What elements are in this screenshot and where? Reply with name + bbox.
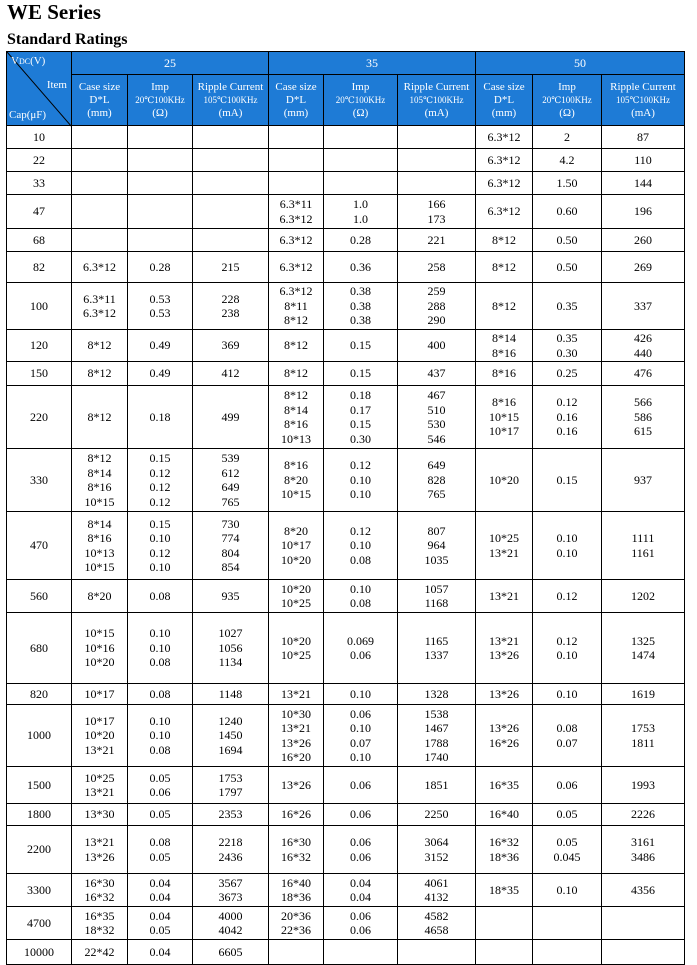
ripple-cell: 1753 1811	[602, 705, 685, 767]
imp-cell: 0.069 0.06	[324, 613, 398, 684]
table-row	[7, 512, 685, 580]
ripple-cell: 437	[398, 362, 476, 386]
case-size-cell: 16*35	[476, 767, 533, 804]
case-size-cell: 13*26	[269, 767, 324, 804]
ripple-header: Ripple Current 105℃100KHz (mA)	[193, 75, 269, 126]
ripple-cell: 499	[193, 386, 269, 449]
case-size-cell	[476, 940, 533, 965]
imp-cell: 0.10	[533, 874, 602, 907]
case-size-cell: 10*25 13*21	[72, 767, 128, 804]
imp-cell: 0.06 0.06	[324, 907, 398, 940]
imp-cell: 0.05 0.045	[533, 826, 602, 874]
ripple-cell: 649 828 765	[398, 449, 476, 512]
ripple-cell: 2218 2436	[193, 826, 269, 874]
cap-label: Cap(μF)	[9, 108, 47, 121]
cap-cell: 3300	[7, 874, 72, 907]
table-row	[7, 283, 685, 330]
ripple-cell: 1165 1337	[398, 613, 476, 684]
ripple-cell	[193, 126, 269, 149]
imp-cell: 0.15 0.10 0.12 0.10	[128, 512, 193, 580]
cap-cell: 10	[7, 126, 72, 149]
cap-cell: 82	[7, 252, 72, 283]
cap-cell: 470	[7, 512, 72, 580]
ripple-cell	[193, 229, 269, 252]
ripple-cell	[602, 907, 685, 940]
ripple-cell: 937	[602, 449, 685, 512]
case-size-cell	[269, 172, 324, 195]
ripple-cell: 730 774 804 854	[193, 512, 269, 580]
case-size-cell: 8*12	[72, 386, 128, 449]
case-size-cell: 8*12	[72, 330, 128, 362]
imp-cell: 0.08	[128, 684, 193, 705]
ripple-cell: 539 612 649 765	[193, 449, 269, 512]
imp-cell: 0.12 0.16 0.16	[533, 386, 602, 449]
ripple-cell	[193, 149, 269, 172]
imp-cell	[128, 229, 193, 252]
cap-cell: 22	[7, 149, 72, 172]
cap-cell: 150	[7, 362, 72, 386]
case-size-cell: 8*12 8*14 8*16 10*15	[72, 449, 128, 512]
case-size-cell: 16*26	[269, 804, 324, 826]
imp-cell: 0.18 0.17 0.15 0.30	[324, 386, 398, 449]
imp-cell: 0.05	[128, 804, 193, 826]
ripple-cell: 2250	[398, 804, 476, 826]
imp-cell: 0.60	[533, 195, 602, 229]
cap-cell: 1000	[7, 705, 72, 767]
imp-cell: 0.12 0.10 0.10	[324, 449, 398, 512]
case-size-cell	[72, 126, 128, 149]
case-size-cell: 8*16	[476, 362, 533, 386]
ripple-cell: 4582 4658	[398, 907, 476, 940]
cap-cell: 330	[7, 449, 72, 512]
cap-cell: 47	[7, 195, 72, 229]
imp-cell: 0.15	[324, 362, 398, 386]
ripple-cell: 467 510 530 546	[398, 386, 476, 449]
item-label: Item	[46, 79, 67, 91]
case-size-cell	[269, 149, 324, 172]
ripple-cell: 228 238	[193, 283, 269, 330]
case-size-cell: 10*25 13*21	[476, 512, 533, 580]
table-row	[7, 386, 685, 449]
imp-cell: 0.28	[128, 252, 193, 283]
case-size-cell: 8*12	[476, 252, 533, 283]
imp-cell	[324, 126, 398, 149]
ripple-cell	[398, 172, 476, 195]
page-title: WE Series	[7, 0, 101, 24]
imp-header: Imp 20℃100KHz (Ω)	[533, 75, 602, 126]
ripple-cell: 259 288 290	[398, 283, 476, 330]
case-size-cell: 10*20	[476, 449, 533, 512]
table-row	[7, 362, 685, 386]
imp-cell: 0.35 0.30	[533, 330, 602, 362]
imp-cell: 0.10 0.10 0.08	[128, 705, 193, 767]
cap-cell: 560	[7, 580, 72, 613]
imp-cell: 1.50	[533, 172, 602, 195]
case-size-cell: 8*16 10*15 10*17	[476, 386, 533, 449]
ripple-cell: 369	[193, 330, 269, 362]
cap-cell: 820	[7, 684, 72, 705]
ripple-cell: 1111 1161	[602, 512, 685, 580]
imp-cell: 0.08 0.05	[128, 826, 193, 874]
imp-cell: 0.12 0.10	[533, 613, 602, 684]
case-size-cell: 6.3*12 8*11 8*12	[269, 283, 324, 330]
case-size-cell: 16*32 18*36	[476, 826, 533, 874]
imp-cell: 0.08 0.07	[533, 705, 602, 767]
table-row	[7, 907, 685, 940]
ripple-cell: 258	[398, 252, 476, 283]
ripple-cell: 426 440	[602, 330, 685, 362]
ripple-cell: 166 173	[398, 195, 476, 229]
ripple-cell: 4000 4042	[193, 907, 269, 940]
imp-cell: 0.06 0.10 0.07 0.10	[324, 705, 398, 767]
ripple-cell: 260	[602, 229, 685, 252]
case-size-cell: 10*17	[72, 684, 128, 705]
cap-cell: 33	[7, 172, 72, 195]
ripple-cell	[193, 195, 269, 229]
ripple-cell: 807 964 1035	[398, 512, 476, 580]
imp-cell: 0.50	[533, 252, 602, 283]
cap-cell: 2200	[7, 826, 72, 874]
case-size-cell	[72, 172, 128, 195]
ripple-cell: 1148	[193, 684, 269, 705]
imp-cell: 0.04 0.04	[324, 874, 398, 907]
table-row	[7, 252, 685, 283]
ripple-cell: 1240 1450 1694	[193, 705, 269, 767]
table-row	[7, 580, 685, 613]
imp-cell	[128, 126, 193, 149]
ripple-cell: 6605	[193, 940, 269, 965]
imp-cell	[533, 907, 602, 940]
case-size-cell: 10*20 10*25	[269, 613, 324, 684]
case-size-cell: 13*21 13*26	[72, 826, 128, 874]
case-size-cell	[72, 229, 128, 252]
ripple-cell: 144	[602, 172, 685, 195]
imp-cell: 0.53 0.53	[128, 283, 193, 330]
ripple-cell: 1328	[398, 684, 476, 705]
imp-cell: 0.04 0.05	[128, 907, 193, 940]
ripple-cell	[193, 172, 269, 195]
table-row	[7, 126, 685, 149]
imp-cell: 1.0 1.0	[324, 195, 398, 229]
imp-cell: 0.12 0.10 0.08	[324, 512, 398, 580]
case-size-cell: 20*36 22*36	[269, 907, 324, 940]
case-size-cell: 6.3*12	[476, 149, 533, 172]
vdc-label: VDC(V)	[11, 55, 46, 67]
ratings-table	[6, 51, 685, 965]
case-size-cell: 6.3*12	[476, 195, 533, 229]
cap-cell: 1800	[7, 804, 72, 826]
case-size-cell: 6.3*12	[269, 252, 324, 283]
case-size-cell: 8*12	[476, 283, 533, 330]
table-row	[7, 195, 685, 229]
case-size-cell: 13*26	[476, 684, 533, 705]
cap-cell: 10000	[7, 940, 72, 965]
imp-cell: 0.18	[128, 386, 193, 449]
imp-cell: 0.28	[324, 229, 398, 252]
ripple-cell: 4356	[602, 874, 685, 907]
imp-cell: 2	[533, 126, 602, 149]
case-size-cell: 6.3*12	[269, 229, 324, 252]
case-size-cell: 6.3*12	[476, 172, 533, 195]
imp-cell	[324, 172, 398, 195]
imp-cell: 0.04	[128, 940, 193, 965]
case-size-cell: 16*40	[476, 804, 533, 826]
case-size-cell: 10*30 13*21 13*26 16*20	[269, 705, 324, 767]
imp-cell: 0.36	[324, 252, 398, 283]
imp-cell: 0.15	[324, 330, 398, 362]
ripple-cell: 1619	[602, 684, 685, 705]
case-size-cell	[72, 149, 128, 172]
case-size-cell: 10*17 10*20 13*21	[72, 705, 128, 767]
ripple-cell: 1993	[602, 767, 685, 804]
imp-cell: 0.10 0.08	[324, 580, 398, 613]
case-size-cell: 8*14 8*16	[476, 330, 533, 362]
imp-cell: 0.08	[128, 580, 193, 613]
ripple-cell: 4061 4132	[398, 874, 476, 907]
table-row	[7, 940, 685, 965]
voltage-header-50: 50	[476, 52, 685, 75]
ripple-cell: 337	[602, 283, 685, 330]
case-size-cell: 8*20	[72, 580, 128, 613]
imp-cell: 0.50	[533, 229, 602, 252]
case-size-cell: 8*12	[269, 362, 324, 386]
case-size-cell: 16*40 18*36	[269, 874, 324, 907]
imp-cell: 0.49	[128, 362, 193, 386]
ripple-cell	[398, 940, 476, 965]
imp-cell	[128, 172, 193, 195]
imp-cell: 0.06	[324, 804, 398, 826]
ripple-cell: 1538 1467 1788 1740	[398, 705, 476, 767]
imp-cell: 0.04 0.04	[128, 874, 193, 907]
case-size-cell: 6.3*12	[476, 126, 533, 149]
ripple-cell	[602, 940, 685, 965]
ripple-cell: 1753 1797	[193, 767, 269, 804]
ripple-cell: 1851	[398, 767, 476, 804]
imp-cell: 0.38 0.38 0.38	[324, 283, 398, 330]
case-size-cell: 6.3*12	[72, 252, 128, 283]
imp-cell	[128, 195, 193, 229]
case-size-cell: 8*16 8*20 10*15	[269, 449, 324, 512]
ripple-cell: 221	[398, 229, 476, 252]
ripple-cell: 1027 1056 1134	[193, 613, 269, 684]
ripple-cell: 566 586 615	[602, 386, 685, 449]
table-row	[7, 705, 685, 767]
ripple-cell: 2353	[193, 804, 269, 826]
ripple-cell: 269	[602, 252, 685, 283]
imp-cell	[533, 940, 602, 965]
ripple-cell: 476	[602, 362, 685, 386]
case-size-cell: 6.3*11 6.3*12	[72, 283, 128, 330]
table-row	[7, 874, 685, 907]
ripple-header: Ripple Current 105℃100KHz (mA)	[602, 75, 685, 126]
case-size-header: Case size D*L (mm)	[269, 75, 324, 126]
case-size-cell: 22*42	[72, 940, 128, 965]
imp-cell: 0.35	[533, 283, 602, 330]
table-row	[7, 449, 685, 512]
case-size-cell: 8*12 8*14 8*16 10*13	[269, 386, 324, 449]
cap-cell: 220	[7, 386, 72, 449]
ripple-cell: 196	[602, 195, 685, 229]
imp-cell: 0.06 0.06	[324, 826, 398, 874]
case-size-header: Case size D*L (mm)	[72, 75, 128, 126]
case-size-cell: 10*15 10*16 10*20	[72, 613, 128, 684]
imp-cell	[128, 149, 193, 172]
table-row	[7, 826, 685, 874]
header-diagonal-cell	[7, 52, 72, 126]
table-row	[7, 804, 685, 826]
cap-cell: 1500	[7, 767, 72, 804]
case-size-cell: 13*21 13*26	[476, 613, 533, 684]
imp-cell: 0.49	[128, 330, 193, 362]
case-size-cell	[269, 940, 324, 965]
case-size-cell	[72, 195, 128, 229]
ripple-cell: 1202	[602, 580, 685, 613]
imp-cell: 0.06	[324, 767, 398, 804]
cap-cell: 680	[7, 613, 72, 684]
ripple-cell: 1325 1474	[602, 613, 685, 684]
imp-cell: 0.10	[324, 684, 398, 705]
ripple-cell: 3161 3486	[602, 826, 685, 874]
case-size-cell: 13*30	[72, 804, 128, 826]
case-size-header: Case size D*L (mm)	[476, 75, 533, 126]
case-size-cell: 8*12	[72, 362, 128, 386]
imp-cell: 0.05 0.06	[128, 767, 193, 804]
ripple-cell: 110	[602, 149, 685, 172]
imp-cell: 0.05	[533, 804, 602, 826]
case-size-cell: 8*14 8*16 10*13 10*15	[72, 512, 128, 580]
imp-cell: 0.10 0.10 0.08	[128, 613, 193, 684]
ripple-cell: 935	[193, 580, 269, 613]
imp-cell: 0.15 0.12 0.12 0.12	[128, 449, 193, 512]
imp-cell	[324, 149, 398, 172]
case-size-cell: 13*21	[476, 580, 533, 613]
ripple-cell: 215	[193, 252, 269, 283]
ripple-cell	[398, 126, 476, 149]
imp-cell: 0.15	[533, 449, 602, 512]
table-row	[7, 767, 685, 804]
ripple-cell: 3567 3673	[193, 874, 269, 907]
case-size-cell: 10*20 10*25	[269, 580, 324, 613]
voltage-header-25: 25	[72, 52, 269, 75]
section-subtitle: Standard Ratings	[7, 31, 128, 48]
ripple-header: Ripple Current 105℃100KHz (mA)	[398, 75, 476, 126]
imp-cell: 0.10 0.10	[533, 512, 602, 580]
table-row	[7, 330, 685, 362]
case-size-cell	[269, 126, 324, 149]
case-size-cell: 16*30 16*32	[269, 826, 324, 874]
ripple-cell: 412	[193, 362, 269, 386]
imp-cell: 0.25	[533, 362, 602, 386]
case-size-cell: 8*20 10*17 10*20	[269, 512, 324, 580]
case-size-cell: 6.3*11 6.3*12	[269, 195, 324, 229]
case-size-cell	[476, 907, 533, 940]
case-size-cell: 13*26 16*26	[476, 705, 533, 767]
table-row	[7, 229, 685, 252]
ripple-cell: 3064 3152	[398, 826, 476, 874]
imp-header: Imp 20℃100KHz (Ω)	[324, 75, 398, 126]
table-row	[7, 172, 685, 195]
case-size-cell: 8*12	[269, 330, 324, 362]
imp-cell	[324, 940, 398, 965]
ripple-cell: 87	[602, 126, 685, 149]
ripple-cell: 2226	[602, 804, 685, 826]
cap-cell: 68	[7, 229, 72, 252]
voltage-header-35: 35	[269, 52, 476, 75]
cap-cell: 4700	[7, 907, 72, 940]
imp-cell: 0.10	[533, 684, 602, 705]
table-row	[7, 684, 685, 705]
imp-cell: 4.2	[533, 149, 602, 172]
case-size-cell: 8*12	[476, 229, 533, 252]
case-size-cell: 16*35 18*32	[72, 907, 128, 940]
table-row	[7, 149, 685, 172]
cap-cell: 120	[7, 330, 72, 362]
case-size-cell: 16*30 16*32	[72, 874, 128, 907]
case-size-cell: 18*35	[476, 874, 533, 907]
ripple-cell: 400	[398, 330, 476, 362]
table-row	[7, 613, 685, 684]
cap-cell: 100	[7, 283, 72, 330]
imp-cell: 0.06	[533, 767, 602, 804]
imp-cell: 0.12	[533, 580, 602, 613]
case-size-cell: 13*21	[269, 684, 324, 705]
imp-header: Imp 20℃100KHz (Ω)	[128, 75, 193, 126]
ripple-cell: 1057 1168	[398, 580, 476, 613]
ripple-cell	[398, 149, 476, 172]
